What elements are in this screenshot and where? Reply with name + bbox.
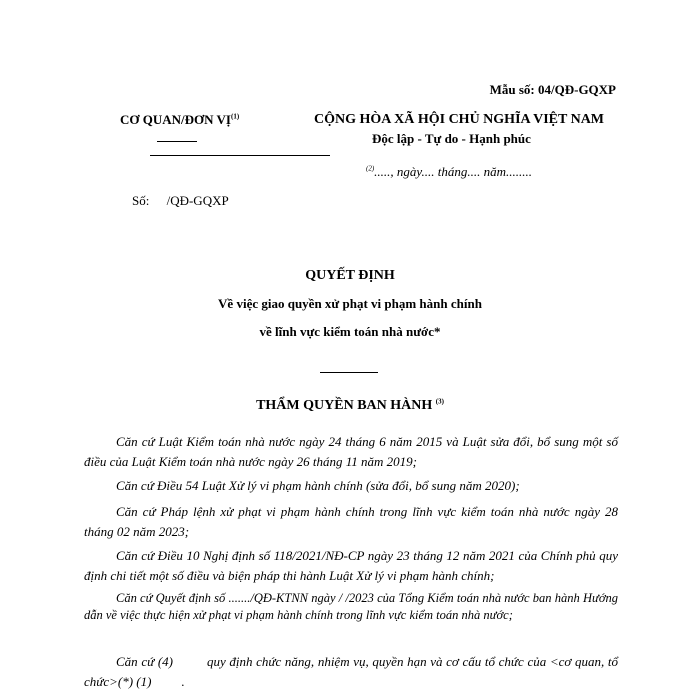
paragraph-6 [84,652,618,692]
doc-number-value: /QĐ-GQXP [166,193,229,208]
doc-number-label: Số: [132,193,150,208]
doc-number [132,193,229,209]
place-date-note: (2) [366,164,375,173]
decision-divider [320,372,378,373]
paragraph-4: Căn cứ Điều 10 Nghị định số 118/2021/NĐ-CP ngày 23 tháng 12 năm 2021 của Chính phủ quy định chi tiết một số điều và biện pháp thi hành Luật Xử lý vi phạm hành chính; [84,548,618,583]
national-title: CỘNG HÒA XÃ HỘI CHỦ NGHĨA VIỆT NAM [314,112,605,127]
paragraph-5: Căn cứ Quyết định số ......./QĐ-KTNN ngày / /2023 của Tổng Kiểm toán nhà nước ban hành Hướng dẫn về việc thực hiện xử phạt vi phạm hành chính trong lĩnh vực kiểm toán nhà nước; [84,591,618,622]
paragraph-3: Căn cứ Pháp lệnh xử phạt vi phạm hành chính trong lĩnh vực kiểm toán nhà nước ngày 28 tháng 02 năm 2023; [84,504,618,539]
agency-note: (1) [231,112,240,121]
place-date-text: ....., ngày.... tháng.... năm........ [374,164,532,179]
paragraph-2: Căn cứ Điều 54 Luật Xử lý vi phạm hành chính (sửa đổi, bổ sung năm 2020); [116,478,520,493]
agency-label-text: CƠ QUAN/ĐƠN VỊ [120,112,231,127]
paragraph-1: Căn cứ Luật Kiểm toán nhà nước ngày 24 tháng 6 năm 2015 và Luật sửa đổi, bổ sung một số điều của Luật Kiểm toán nhà nước ngày 26 tháng 11 năm 2019; [84,434,618,469]
place-date [366,164,532,180]
authority-title [0,398,700,414]
authority-title-text: THẨM QUYỀN BAN HÀNH [256,398,433,413]
decision-subtitle-2: về lĩnh vực kiểm toán nhà nước* [259,324,441,339]
authority-note: (3) [435,397,444,406]
paragraph-6-rest: quy định chức năng, nhiệm vụ, quyền hạn và cơ cấu tổ chức của <cơ quan, tổ chức>(*) (1) [84,654,618,689]
motto-underline [150,155,330,156]
form-number: Mẫu số: 04/QĐ-GQXP [489,82,616,97]
national-motto: Độc lập - Tự do - Hạnh phúc [372,131,531,146]
agency-label [120,112,239,128]
paragraph-6-lead: Căn cứ (4) [116,654,173,669]
paragraph-6-end: . [181,674,185,689]
agency-underline [157,141,197,142]
decision-subtitle-1: Về việc giao quyền xử phạt vi phạm hành chính [218,296,482,311]
decision-title: QUYẾT ĐỊNH [305,268,395,283]
